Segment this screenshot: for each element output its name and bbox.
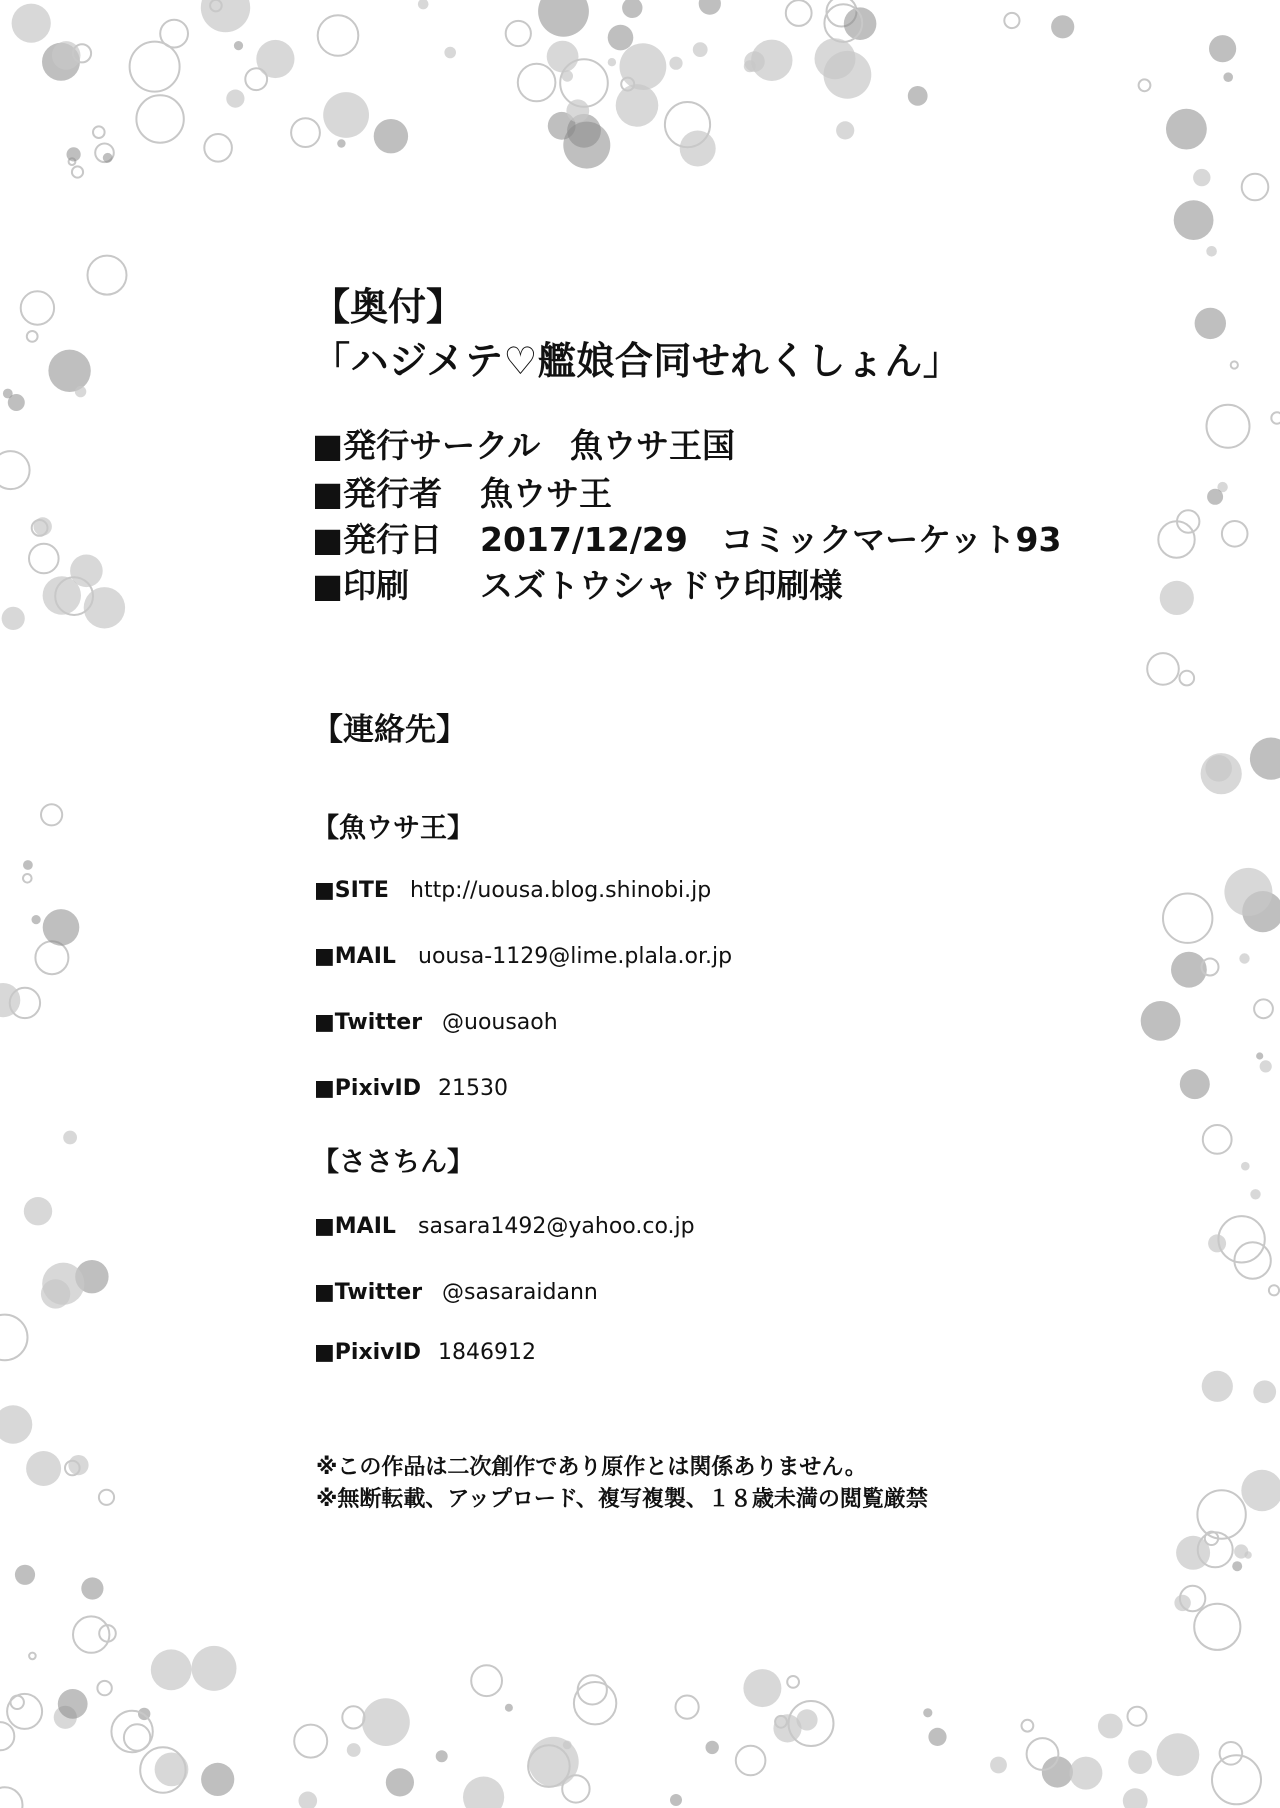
- info-row-date: [312, 514, 1062, 561]
- decor-dot: [1027, 1738, 1059, 1770]
- decor-dot: [11, 1696, 24, 1709]
- contact-entry-site: [314, 878, 712, 903]
- contact-value: 21530: [438, 1076, 508, 1101]
- decor-dot: [676, 1696, 699, 1719]
- decor-dot: [70, 555, 103, 588]
- decor-dot: [1269, 1285, 1279, 1295]
- contact-group-name: 【ささちん】: [312, 1147, 474, 1178]
- decor-dot: [471, 1665, 502, 1696]
- decor-dot: [1195, 308, 1226, 339]
- decor-dot: [1207, 405, 1250, 448]
- contacts-heading: 【連絡先】: [312, 712, 467, 748]
- decor-dot: [136, 95, 183, 142]
- decor-dot: [608, 25, 634, 51]
- decor-dot: [928, 1728, 946, 1746]
- decor-dot: [192, 1646, 237, 1691]
- contact-value: uousa-1129@lime.plala.or.jp: [418, 944, 733, 969]
- contact-value: http://uousa.blog.shinobi.jp: [410, 878, 712, 903]
- decor-dot: [67, 147, 81, 161]
- decor-dot: [88, 256, 127, 295]
- contact-value: @sasaraidann: [442, 1280, 598, 1305]
- decor-dot: [773, 1714, 801, 1742]
- decor-dot: [1239, 953, 1249, 963]
- contact-value: @uousaoh: [442, 1010, 558, 1035]
- decor-dot: [73, 1616, 109, 1652]
- decor-dot: [1197, 1490, 1245, 1538]
- decor-dot: [1224, 868, 1272, 916]
- decor-dot: [130, 42, 180, 92]
- decor-dot: [1174, 1595, 1190, 1611]
- decor-dot: [256, 40, 294, 78]
- contact-label: ■PixivID: [314, 1076, 421, 1101]
- copyright-note: ※無断転載、アップロード、複写複製、１８歳未満の閲覧厳禁: [316, 1487, 928, 1512]
- decor-dot: [538, 0, 589, 37]
- decor-dot: [42, 1263, 84, 1305]
- decor-dot: [1223, 72, 1233, 82]
- decor-dot: [836, 121, 854, 139]
- decor-dot: [693, 42, 708, 57]
- decor-dot: [1157, 1733, 1200, 1776]
- decor-dot: [1232, 1561, 1242, 1571]
- contact-label: ■SITE: [314, 878, 389, 903]
- decor-dot: [35, 941, 68, 974]
- decor-dot: [574, 1682, 616, 1724]
- disclaimer-note: ※この作品は二次創作であり原作とは関係ありません。: [316, 1455, 867, 1480]
- decor-dot: [1244, 1551, 1251, 1558]
- decor-dot: [751, 40, 792, 81]
- decor-dot: [547, 41, 579, 73]
- decor-dot: [75, 386, 86, 397]
- contact-group-name: 【魚ウサ王】: [312, 813, 474, 844]
- decor-dot: [608, 58, 616, 66]
- decor-dot: [151, 1649, 192, 1690]
- decor-dot: [505, 1704, 513, 1712]
- decor-dot: [1250, 738, 1280, 780]
- decor-dot: [97, 1681, 111, 1695]
- decor-dot: [1250, 1189, 1260, 1199]
- decor-dot: [294, 1725, 327, 1758]
- decor-dot: [743, 1669, 781, 1707]
- decor-dot: [1207, 489, 1223, 505]
- decor-dot: [41, 804, 62, 825]
- decor-dot: [362, 1698, 410, 1746]
- decor-dot: [418, 0, 429, 9]
- info-row-circle: [312, 420, 735, 467]
- decor-dot: [26, 1451, 61, 1486]
- decor-dot: [736, 1746, 766, 1776]
- decor-dot: [1051, 15, 1074, 38]
- decor-dot: [21, 291, 54, 324]
- decor-dot: [706, 1741, 719, 1754]
- info-label: ■発行日: [312, 520, 443, 559]
- decor-dot: [226, 90, 244, 108]
- decor-dot: [29, 1653, 36, 1660]
- decor-dot: [337, 139, 345, 147]
- decor-dot: [299, 1792, 318, 1808]
- decor-dot: [245, 68, 267, 90]
- book-title: 「ハジメテ♡艦娘合同せれくしょん」: [312, 339, 962, 383]
- decor-dot: [12, 4, 51, 43]
- decor-dot: [1147, 653, 1179, 685]
- decor-dot: [201, 1763, 234, 1796]
- contact-entry-twitter: [314, 1280, 598, 1305]
- decor-dot: [670, 1794, 682, 1806]
- decor-dot: [1128, 1750, 1152, 1774]
- decor-dot: [72, 166, 83, 177]
- decor-dot: [1166, 109, 1207, 150]
- decor-dot: [563, 1741, 572, 1750]
- decor-dot: [1180, 1069, 1210, 1099]
- decor-dot: [506, 21, 531, 46]
- decor-dot: [1141, 1001, 1181, 1041]
- decor-dot: [1158, 521, 1194, 557]
- info-label: ■印刷: [312, 566, 410, 605]
- colophon-heading: 【奥付】: [312, 285, 465, 329]
- info-value: 魚ウサ王国: [570, 426, 735, 465]
- decor-dot: [1004, 13, 1019, 28]
- decor-dot: [1160, 581, 1194, 615]
- decor-dot: [81, 1577, 103, 1599]
- decor-dot: [744, 60, 756, 72]
- info-value: 2017/12/29 コミックマーケット93: [480, 520, 1062, 559]
- decor-dot: [3, 389, 13, 399]
- decor-dot: [1256, 1052, 1263, 1059]
- decor-dot: [0, 983, 20, 1017]
- decor-dot: [1271, 412, 1280, 423]
- decor-dot: [0, 1315, 28, 1361]
- contact-entry-mail: [314, 1214, 695, 1239]
- decor-dot: [1220, 1742, 1243, 1765]
- decor-dot: [52, 41, 81, 70]
- contact-label: ■MAIL: [314, 1214, 396, 1239]
- decor-dot: [43, 909, 80, 946]
- info-row-publisher: [312, 468, 612, 515]
- decor-dot: [1260, 1060, 1272, 1072]
- info-label: ■発行者: [312, 474, 443, 513]
- contact-label: ■Twitter: [314, 1010, 423, 1035]
- decor-dot: [323, 92, 369, 138]
- decor-dot: [0, 1405, 32, 1443]
- decor-dot: [1254, 999, 1273, 1018]
- contact-entry-twitter: [314, 1010, 558, 1035]
- decor-dot: [1128, 1707, 1147, 1726]
- decor-dot: [15, 1565, 35, 1585]
- info-row-printer: [312, 560, 843, 607]
- decor-dot: [1163, 894, 1212, 943]
- info-value: 魚ウサ王: [480, 474, 612, 513]
- decor-dot: [1069, 1757, 1102, 1790]
- decor-dot: [58, 1689, 88, 1719]
- decor-dot: [31, 915, 40, 924]
- decor-dot: [1206, 246, 1217, 257]
- decor-dot: [342, 1706, 364, 1728]
- decor-dot: [444, 47, 456, 59]
- decor-dot: [111, 1711, 152, 1752]
- decor-dot: [908, 86, 928, 106]
- decor-dot: [23, 860, 33, 870]
- decor-dot: [1203, 1125, 1232, 1154]
- contact-value: 1846912: [438, 1340, 536, 1365]
- info-value: スズトウシャドウ印刷様: [480, 566, 843, 605]
- contact-label: ■Twitter: [314, 1280, 423, 1305]
- decor-dot: [620, 43, 667, 90]
- decor-dot: [1174, 200, 1214, 240]
- decor-dot: [786, 0, 812, 26]
- decor-dot: [2, 607, 25, 630]
- decor-dot: [699, 0, 721, 15]
- contact-entry-pixiv: [314, 1340, 536, 1365]
- decor-dot: [1222, 521, 1248, 547]
- decor-dot: [923, 1708, 932, 1717]
- decor-dot: [204, 134, 232, 162]
- decor-dot: [1139, 79, 1151, 91]
- decor-dot: [1193, 169, 1210, 186]
- decor-dot: [680, 131, 716, 167]
- decor-dot: [201, 0, 250, 32]
- decor-dot: [787, 1676, 799, 1688]
- decor-dot: [1218, 1216, 1264, 1262]
- decor-dot: [99, 1490, 114, 1505]
- decor-dot: [23, 874, 32, 883]
- decor-dot: [616, 84, 659, 127]
- decor-dot: [560, 59, 608, 107]
- decor-dot: [386, 1768, 414, 1796]
- decor-dot: [1022, 1720, 1034, 1732]
- decor-dot: [0, 1722, 14, 1750]
- decor-dot: [1241, 1162, 1250, 1171]
- contact-value: sasara1492@yahoo.co.jp: [418, 1214, 695, 1239]
- decor-dot: [1205, 755, 1232, 782]
- decor-dot: [1241, 1470, 1280, 1511]
- contact-entry-pixiv: [314, 1076, 508, 1101]
- decor-dot: [27, 331, 38, 342]
- decor-dot: [815, 38, 856, 79]
- contact-entry-mail: [314, 944, 733, 969]
- decor-dot: [318, 15, 359, 56]
- decor-dot: [622, 0, 642, 18]
- decor-dot: [63, 1131, 77, 1145]
- contact-label: ■MAIL: [314, 944, 396, 969]
- decor-dot: [1194, 1604, 1240, 1650]
- decor-dot: [48, 350, 90, 392]
- decor-dot: [160, 20, 188, 48]
- decor-dot: [0, 451, 30, 489]
- decor-dot: [669, 57, 682, 70]
- decor-dot: [518, 64, 556, 102]
- decor-dot: [563, 122, 610, 169]
- decor-dot: [1231, 361, 1238, 368]
- decor-dot: [1180, 671, 1195, 686]
- decor-dot: [0, 1787, 23, 1808]
- decor-dot: [1242, 174, 1269, 201]
- decor-dot: [347, 1743, 361, 1757]
- decor-dot: [463, 1777, 504, 1808]
- info-label: ■発行サークル: [312, 426, 541, 465]
- decor-dot: [578, 1675, 607, 1704]
- decor-dot: [1123, 1788, 1148, 1808]
- decor-dot: [93, 126, 105, 138]
- decor-dot: [1098, 1714, 1123, 1739]
- decor-dot: [29, 544, 59, 574]
- decor-dot: [1208, 1234, 1226, 1252]
- contact-label: ■PixivID: [314, 1340, 421, 1365]
- decor-dot: [1202, 1371, 1233, 1402]
- decor-dot: [844, 7, 877, 40]
- decor-dot: [155, 1753, 189, 1787]
- decor-dot: [990, 1757, 1007, 1774]
- decor-dot: [24, 1197, 52, 1225]
- decor-dot: [1209, 35, 1236, 62]
- decor-dot: [291, 118, 320, 147]
- decor-dot: [103, 153, 113, 163]
- decor-dot: [436, 1750, 448, 1762]
- decor-dot: [374, 119, 408, 153]
- decor-dot: [234, 41, 243, 50]
- decor-dot: [1253, 1380, 1276, 1403]
